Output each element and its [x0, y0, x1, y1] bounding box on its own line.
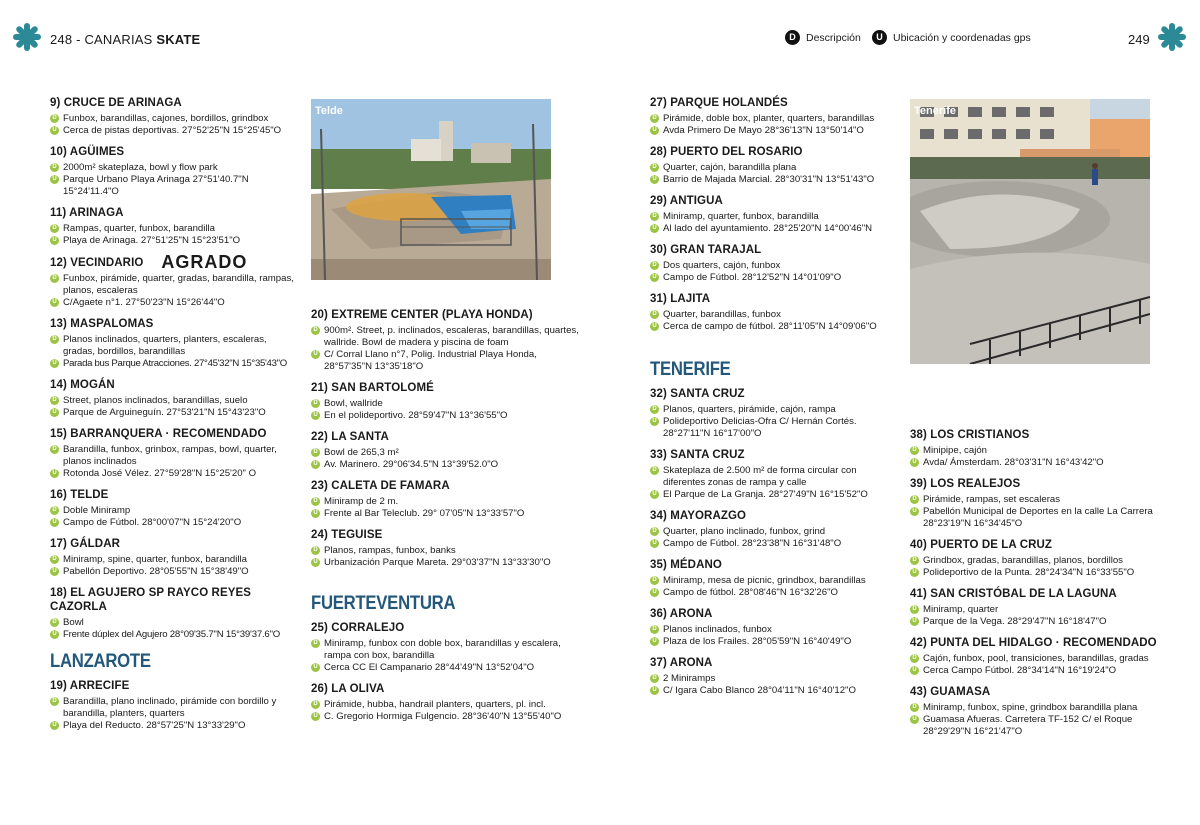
spot-title: 29) ANTIGUA: [650, 195, 723, 207]
spot-location: Campo de Fútbol. 28°12'52"N 14°01'09"O: [663, 272, 842, 283]
description-marker-icon: D: [50, 335, 59, 344]
spot-entry: [910, 428, 1180, 469]
description-marker-icon: D: [650, 212, 659, 221]
spot-entry: [650, 509, 900, 550]
spot-description: Skateplaza de 2.500 m² de forma circular con diferentes zonas de rampa y calle: [663, 465, 857, 488]
spot-location: Av. Marinero. 29°06'34.5"N 13°39'52.0"O: [324, 459, 499, 470]
description-marker-icon: D: [50, 114, 59, 123]
page-number-left: 248 - CANARIAS SKATE: [50, 32, 201, 47]
location-marker-icon: U: [650, 126, 659, 135]
spot-entry: [910, 587, 1180, 628]
description-marker-icon: D: [311, 399, 320, 408]
location-marker-icon: U: [50, 630, 59, 639]
spot-description: Miniramp de 2 m.: [324, 496, 399, 507]
spot-description: Planos inclinados, quarters, planters, escaleras, gradas, bordillos, barandillas: [63, 334, 267, 357]
spot-location: Pabellón Municipal de Deportes en la calle La Carrera 28°23'19"N 16°34'45"O: [923, 506, 1153, 529]
spot-entry: [50, 537, 300, 578]
description-marker-icon: D: [311, 700, 320, 709]
location-marker-icon: U: [50, 298, 59, 307]
spot-description: Quarter, cajón, barandilla plana: [663, 162, 797, 173]
spot-location: Playa de Arinaga. 27°51'25"N 15°23'51"O: [63, 235, 241, 246]
spot-title: 16) TELDE: [50, 489, 109, 501]
spot-description: 900m². Street, p. inclinados, escaleras, barandillas, quartes, wallride. Bowl de madera y piscina de foam: [324, 325, 579, 348]
region-heading-lanzarote: LANZAROTE: [50, 651, 151, 672]
spot-description: Grindbox, gradas, barandillas, planos, bordillos: [923, 555, 1123, 566]
description-marker-icon: D: [910, 556, 919, 565]
spot-title: 21) SAN BARTOLOMÉ: [311, 382, 434, 394]
location-marker-icon: U: [910, 458, 919, 467]
spot-entry: [50, 427, 300, 480]
location-marker-icon: U: [650, 539, 659, 548]
spot-title: 43) GUAMASA: [910, 686, 991, 698]
description-marker-icon: D: [50, 506, 59, 515]
agrado-logo: AGRADO: [161, 252, 248, 272]
spot-description: Funbox, pirámide, quarter, gradas, barandilla, rampas, planos, escaleras: [63, 273, 294, 296]
spot-entry: [50, 317, 300, 370]
spot-title: 22) LA SANTA: [311, 431, 389, 443]
location-marker-icon: U: [311, 350, 320, 359]
location-marker-icon: U: [50, 469, 59, 478]
spot-entry: [50, 96, 300, 137]
spot-title: 25) CORRALEJO: [311, 622, 405, 634]
photo-caption-telde: Telde: [315, 105, 343, 117]
spot-location: Urbanización Parque Mareta. 29°03'37"N 13°33'30"O: [324, 557, 551, 568]
description-marker-icon: D: [910, 605, 919, 614]
spot-description: Miniramp, funbox con doble box, barandillas y escalera, rampa con box, barandilla: [324, 638, 561, 661]
spot-entry: [50, 586, 300, 641]
spot-description: Dos quarters, cajón, funbox: [663, 260, 781, 271]
column-3: [650, 96, 900, 705]
spot-entry: [50, 252, 300, 309]
spot-entry: [650, 607, 900, 648]
spot-title: 34) MAYORAZGO: [650, 510, 747, 522]
photo-telde: [311, 99, 551, 280]
spot-title: 19) ARRECIFE: [50, 680, 130, 692]
spot-location: Parque Urbano Playa Arinaga 27°51'40.7"N 15°24'11.4"O: [63, 174, 249, 197]
spot-location: Campo de Fútbol. 28°23'38"N 16°31'48"O: [663, 538, 842, 549]
photo-tenerife: [910, 99, 1150, 364]
spot-title: 23) CALETA DE FAMARA: [311, 480, 450, 492]
spot-entry: [650, 558, 900, 599]
spot-location: Polideportivo de la Punta. 28°24'34"N 16°33'55"O: [923, 567, 1135, 578]
spot-location: Polideportivo Delicias-Ofra C/ Hernán Cortés. 28°27'11"N 16°17'00"O: [663, 416, 857, 439]
spot-description: Planos, quarters, pirámide, cajón, rampa: [663, 404, 836, 415]
spot-location: Barrio de Majada Marcial. 28°30'31"N 13°51'43"O: [663, 174, 875, 185]
location-marker-icon: U: [50, 359, 59, 368]
spot-description: Pirámide, hubba, handrail planters, quarters, pl. incl.: [324, 699, 546, 710]
spot-location: Cerca CC El Campanario 28°44'49"N 13°52'04"O: [324, 662, 535, 673]
spot-location: C/Agaete n°1. 27°50'23"N 15°26'44"O: [63, 297, 225, 308]
spot-location: Avda/ Ámsterdam. 28°03'31"N 16°43'42"O: [923, 457, 1104, 468]
description-marker-icon: D: [50, 555, 59, 564]
spot-description: 2000m² skateplaza, bowl y flow park: [63, 162, 218, 173]
column-2: [311, 308, 581, 731]
spot-location: Cerca Campo Fútbol. 28°34'14"N 16°19'24"O: [923, 665, 1117, 676]
spot-entry: [650, 448, 900, 501]
spot-entry: [311, 381, 581, 422]
spot-entry: [910, 636, 1180, 677]
spot-location: Frente dúplex del Agujero 28°09'35.7"N 15°39'37.6"O: [63, 629, 281, 640]
location-marker-icon: U: [311, 663, 320, 672]
spot-description: Street, planos inclinados, barandillas, suelo: [63, 395, 248, 406]
spot-description: Miniramp, quarter: [923, 604, 999, 615]
spot-entry: [50, 206, 300, 247]
location-marker-icon: U: [311, 460, 320, 469]
spot-title: 41) SAN CRISTÓBAL DE LA LAGUNA: [910, 588, 1117, 600]
spot-title: 42) PUNTA DEL HIDALGO · RECOMENDADO: [910, 637, 1157, 649]
section-title: SKATE: [156, 32, 201, 47]
skatepark-tenerife-image: [910, 99, 1150, 364]
spot-location: C. Gregorio Hormiga Fulgencio. 28°36'40"N 13°55'40"O: [324, 711, 562, 722]
location-marker-icon: U: [311, 411, 320, 420]
location-marker-icon: U: [910, 617, 919, 626]
description-marker-icon: D: [650, 466, 659, 475]
location-marker-icon: U: [50, 518, 59, 527]
spot-title: 28) PUERTO DEL ROSARIO: [650, 146, 803, 158]
description-marker-icon: D: [50, 445, 59, 454]
description-marker-icon: D: [650, 163, 659, 172]
spot-title: 9) CRUCE DE ARINAGA: [50, 97, 182, 109]
spot-description: Rampas, quarter, funbox, barandilla: [63, 223, 215, 234]
spot-entry: [311, 308, 581, 373]
spot-entry: [910, 477, 1180, 530]
description-marker-icon: D: [910, 703, 919, 712]
spot-location: El Parque de La Granja. 28°27'49"N 16°15'52"O: [663, 489, 868, 500]
column-4: [910, 428, 1180, 746]
location-marker-icon: U: [311, 509, 320, 518]
spot-location: Frente al Bar Teleclub. 29° 07'05"N 13°33'57"O: [324, 508, 525, 519]
spot-entry: [50, 378, 300, 419]
spot-location: Parque de Arguineguín. 27°53'21"N 15°43'23"O: [63, 407, 266, 418]
spot-title: 39) LOS REALEJOS: [910, 478, 1021, 490]
spot-entry: [650, 194, 900, 235]
spot-title: 38) LOS CRISTIANOS: [910, 429, 1030, 441]
spot-description: Cajón, funbox, pool, transiciones, barandillas, gradas: [923, 653, 1149, 664]
location-marker-icon: U: [50, 721, 59, 730]
spot-entry: [910, 685, 1180, 738]
spot-title: 32) SANTA CRUZ: [650, 388, 745, 400]
spot-entry: [910, 538, 1180, 579]
location-marker-icon: U: [650, 273, 659, 282]
legend-location: U Ubicación y coordenadas gps: [872, 30, 1031, 45]
location-marker-icon: U: [650, 490, 659, 499]
description-marker-icon: D: [910, 446, 919, 455]
location-marker-icon: U: [50, 175, 59, 184]
spot-title: 26) LA OLIVA: [311, 683, 385, 695]
spot-entry: [311, 430, 581, 471]
spot-title: 40) PUERTO DE LA CRUZ: [910, 539, 1053, 551]
asterisk-logo-icon: [12, 22, 42, 52]
description-marker-icon: D: [311, 497, 320, 506]
spot-location: Campo de fútbol. 28°08'46"N 16°32'26"O: [663, 587, 838, 598]
location-marker-icon: U: [650, 417, 659, 426]
description-marker-icon: D: [50, 224, 59, 233]
description-marker-icon: D: [650, 114, 659, 123]
spot-entry: [50, 488, 300, 529]
spot-location: C/ Igara Cabo Blanco 28°04'11"N 16°40'12"O: [663, 685, 856, 696]
location-marker-icon: U: [50, 567, 59, 576]
spot-description: Miniramp, spine, quarter, funbox, barandilla: [63, 554, 247, 565]
spot-entry: [650, 656, 900, 697]
spot-entry: [650, 96, 900, 137]
spot-location: Parque de la Vega. 28°29'47"N 16°18'47"O: [923, 616, 1107, 627]
spot-location: Plaza de los Frailes. 28°05'59"N 16°40'49"O: [663, 636, 852, 647]
spot-title: 33) SANTA CRUZ: [650, 449, 745, 461]
location-marker-icon: U: [650, 588, 659, 597]
spot-description: 2 Miniramps: [663, 673, 716, 684]
description-marker-icon: D: [910, 654, 919, 663]
spot-entry: [50, 679, 300, 732]
spot-description: Planos inclinados, funbox: [663, 624, 772, 635]
location-marker-icon: U: [910, 715, 919, 724]
description-marker-icon: D: [311, 546, 320, 555]
spot-description: Miniramp, quarter, funbox, barandilla: [663, 211, 819, 222]
description-marker-icon: D: [650, 576, 659, 585]
spot-title: 17) GÁLDAR: [50, 538, 121, 550]
spot-location: Guamasa Afueras. Carretera TF-152 C/ el Roque 28°29'29"N 16°21'47"O: [923, 714, 1133, 737]
spot-description: Planos, rampas, funbox, banks: [324, 545, 456, 556]
spot-title: 36) ARONA: [650, 608, 713, 620]
spot-description: Funbox, barandillas, cajones, bordillos, grindbox: [63, 113, 269, 124]
spot-description: Quarter, barandillas, funbox: [663, 309, 781, 320]
page-number-right: 249: [1128, 32, 1150, 47]
description-marker-icon: D: [50, 697, 59, 706]
description-badge: D: [785, 30, 800, 45]
spot-title: 37) ARONA: [650, 657, 713, 669]
location-marker-icon: U: [910, 507, 919, 516]
spot-location: Campo de Fútbol. 28°00'07"N 15°24'20"O: [63, 517, 242, 528]
description-marker-icon: D: [50, 274, 59, 283]
spot-entry: [311, 682, 581, 723]
spot-location: En el polideportivo. 28°59'47"N 13°36'55"O: [324, 410, 508, 421]
spot-description: Miniramp, mesa de picnic, grindbox, barandillas: [663, 575, 866, 586]
location-marker-icon: U: [650, 322, 659, 331]
spot-description: Doble Miniramp: [63, 505, 131, 516]
description-marker-icon: D: [910, 495, 919, 504]
spot-title: 27) PARQUE HOLANDÉS: [650, 97, 788, 109]
legend-description: D Descripción: [785, 30, 861, 45]
description-marker-icon: D: [650, 527, 659, 536]
spot-entry: [50, 145, 300, 198]
description-marker-icon: D: [311, 639, 320, 648]
spot-entry: [311, 621, 581, 674]
location-marker-icon: U: [650, 224, 659, 233]
spot-description: Barandilla, plano inclinado, pirámide con bordillo y barandilla, planters, quarters: [63, 696, 277, 719]
location-marker-icon: U: [311, 712, 320, 721]
spot-location: Parada bus Parque Atracciones. 27°45'32"N 15°35'43"O: [63, 358, 287, 369]
spot-location: Cerca de campo de fútbol. 28°11'05"N 14°09'06"O: [663, 321, 877, 332]
region-heading-tenerife: TENERIFE: [650, 359, 731, 380]
description-marker-icon: D: [50, 396, 59, 405]
spot-description: Miniramp, funbox, spine, grindbox barandilla plana: [923, 702, 1138, 713]
spot-title: 20) EXTREME CENTER (PLAYA HONDA): [311, 309, 533, 321]
spot-title: 31) LAJITA: [650, 293, 711, 305]
location-marker-icon: U: [650, 175, 659, 184]
spot-title: 15) BARRANQUERA · RECOMENDADO: [50, 428, 267, 440]
spot-location: Al lado del ayuntamiento. 28°25'20"N 14°00'46"N: [663, 223, 873, 234]
spot-entry: [650, 145, 900, 186]
spot-title: 13) MASPALOMAS: [50, 318, 154, 330]
spot-location: Cerca de pistas deportivas. 27°52'25"N 15°25'45"O: [63, 125, 282, 136]
spot-location: C/ Corral Llano n°7, Polig. Industrial Playa Honda, 28°57'35"N 13°35'18"O: [324, 349, 537, 372]
description-marker-icon: D: [311, 326, 320, 335]
spot-title: 10) AGÜIMES: [50, 146, 125, 158]
description-marker-icon: D: [650, 261, 659, 270]
spot-description: Minipipe, cajón: [923, 445, 987, 456]
spot-entry: [311, 528, 581, 569]
spot-entry: [650, 387, 900, 440]
spot-entry: [650, 292, 900, 333]
description-marker-icon: D: [650, 310, 659, 319]
location-marker-icon: U: [311, 558, 320, 567]
spot-description: Bowl, wallride: [324, 398, 383, 409]
spot-location: Pabellón Deportivo. 28°05'55"N 15°38'49"O: [63, 566, 249, 577]
spot-entry: [311, 479, 581, 520]
location-marker-icon: U: [650, 686, 659, 695]
location-marker-icon: U: [50, 236, 59, 245]
spot-location: Rotonda José Vélez. 27°59'28"N 15°25'20" O: [63, 468, 257, 479]
description-marker-icon: D: [650, 674, 659, 683]
description-marker-icon: D: [650, 625, 659, 634]
spot-title: 12) VECINDARIO: [50, 257, 144, 269]
skatepark-telde-image: [311, 99, 551, 280]
spot-title: 14) MOGÁN: [50, 379, 115, 391]
spot-title: 24) TEGUISE: [311, 529, 383, 541]
spot-title: 35) MÉDANO: [650, 559, 722, 571]
spot-description: Pirámide, rampas, set escaleras: [923, 494, 1061, 505]
location-marker-icon: U: [50, 408, 59, 417]
spot-entry: [650, 243, 900, 284]
location-marker-icon: U: [910, 666, 919, 675]
spot-description: Bowl de 265,3 m²: [324, 447, 399, 458]
spot-location: Avda Primero De Mayo 28°36'13"N 13°50'14"O: [663, 125, 864, 136]
spot-title: 11) ARINAGA: [50, 207, 124, 219]
description-marker-icon: D: [50, 618, 59, 627]
spot-description: Barandilla, funbox, grinbox, rampas, bowl, quarter, planos inclinados: [63, 444, 277, 467]
spot-description: Quarter, plano inclinado, funbox, grind: [663, 526, 826, 537]
asterisk-logo-icon: [1157, 22, 1187, 52]
description-marker-icon: D: [650, 405, 659, 414]
page-header: [0, 22, 1200, 56]
photo-caption-tenerife: Tenerife: [914, 105, 956, 117]
location-marker-icon: U: [50, 126, 59, 135]
spot-description: Pirámide, doble box, planter, quarters, barandillas: [663, 113, 875, 124]
spot-title: 30) GRAN TARAJAL: [650, 244, 762, 256]
description-marker-icon: D: [311, 448, 320, 457]
spot-title: 18) EL AGUJERO SP RAYCO REYES CAZORLA: [50, 587, 252, 613]
region-heading-fuerteventura: FUERTEVENTURA: [311, 593, 456, 614]
location-marker-icon: U: [650, 637, 659, 646]
location-badge: U: [872, 30, 887, 45]
spot-location: Playa del Reducto. 28°57'25"N 13°33'29"O: [63, 720, 246, 731]
location-marker-icon: U: [910, 568, 919, 577]
column-1: [50, 96, 300, 740]
spot-description: Bowl: [63, 617, 84, 628]
description-marker-icon: D: [50, 163, 59, 172]
